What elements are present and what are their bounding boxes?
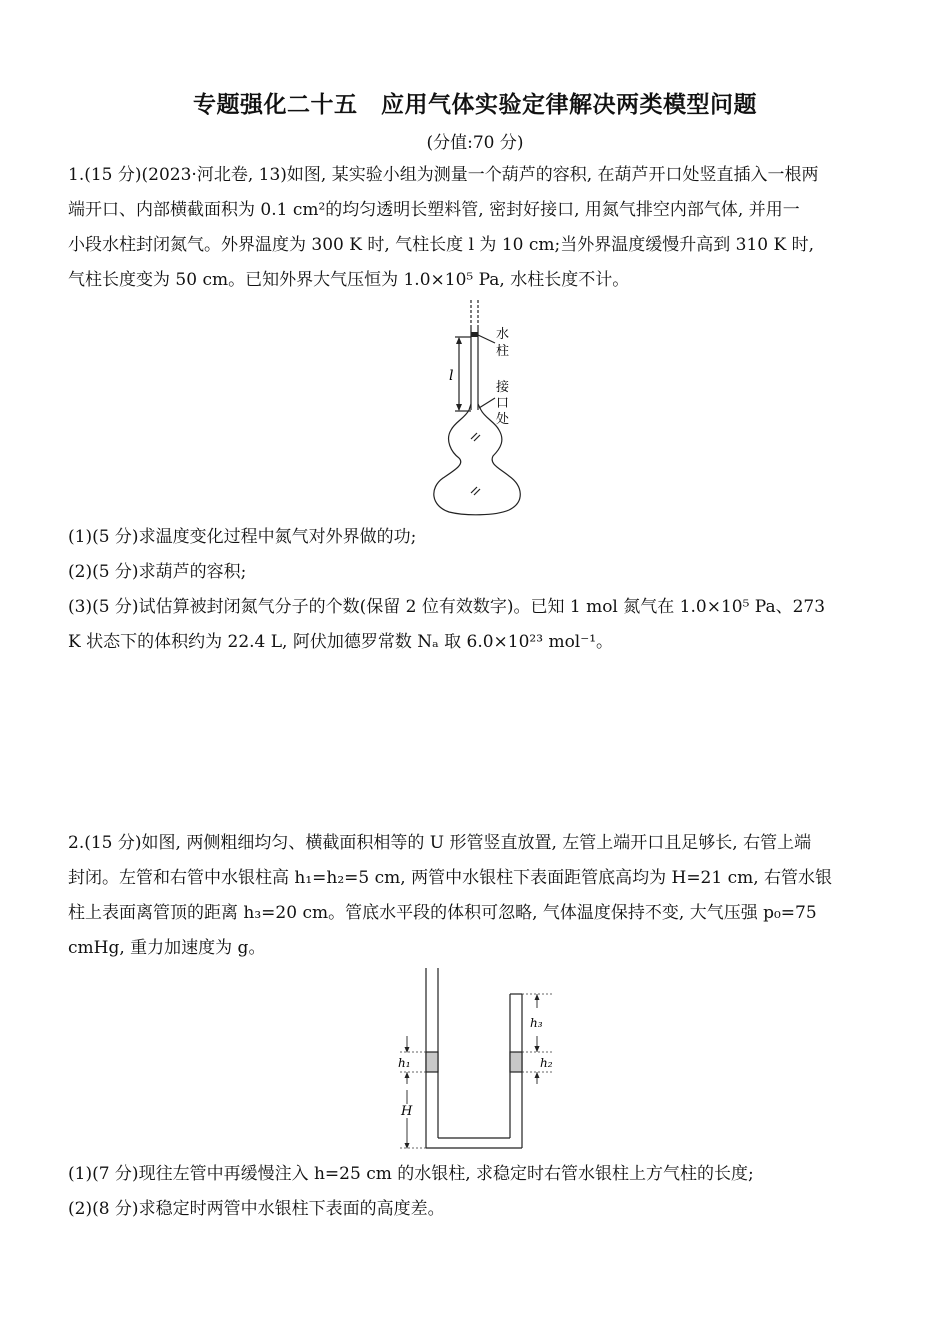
question-2-subquestions (68, 1157, 883, 1227)
q2-line-4: cmHg, 重力加速度为 g。 (68, 938, 266, 958)
question-1-stem (68, 158, 883, 298)
q1-line-2: 端开口、内部横截面积为 0.1 cm²的均匀透明长塑料管, 密封好接口, 用氮气排空内部气体, 并用一 (68, 200, 800, 220)
q1-line-1: 1.(15 分)(2023·河北卷, 13)如图, 某实验小组为测量一个葫芦的容积, 在葫芦开口处竖直插入一根两 (68, 165, 819, 185)
q1-sub-1: (1)(5 分)求温度变化过程中氮气对外界做的功; (68, 527, 417, 547)
q1-sub-4: K 状态下的体积约为 22.4 L, 阿伏加德罗常数 Nₐ 取 6.0×10²³ mol⁻¹。 (68, 632, 614, 652)
label-h1: h₁ (398, 1056, 411, 1070)
u-tube-figure (392, 966, 562, 1152)
label-water-1: 水 (496, 327, 510, 342)
question-1-subquestions (68, 520, 883, 660)
label-l: l (449, 368, 454, 384)
score-note: (分值:70 分) (426, 133, 524, 153)
q2-line-2: 封闭。左管和右管中水银柱高 h₁=h₂=5 cm, 两管中水银柱下表面距管底高均为 H=21 cm, 右管水银 (68, 868, 833, 888)
label-joint-1: 接 (496, 380, 510, 395)
label-h3: h₃ (530, 1016, 543, 1030)
q1-line-4: 气柱长度变为 50 cm。已知外界大气压恒为 1.0×10⁵ Pa, 水柱长度不计。 (68, 270, 630, 290)
q2-line-3: 柱上表面离管顶的距离 h₃=20 cm。管底水平段的体积可忽略, 气体温度保持不变, 大气压强 p₀=75 (68, 903, 817, 923)
gourd-figure (425, 298, 535, 516)
label-water-2: 柱 (496, 344, 510, 359)
q1-sub-2: (2)(5 分)求葫芦的容积; (68, 562, 247, 582)
label-joint-3: 处 (496, 412, 510, 427)
label-joint-2: 口 (496, 396, 510, 411)
q2-line-1: 2.(15 分)如图, 两侧粗细均匀、横截面积相等的 U 形管竖直放置, 左管上端开口且足够长, 右管上端 (68, 833, 812, 853)
page-title: 专题强化二十五 应用气体实验定律解决两类模型问题 (193, 92, 757, 118)
q1-sub-3: (3)(5 分)试估算被封闭氮气分子的个数(保留 2 位有效数字)。已知 1 mol 氮气在 1.0×10⁵ Pa、273 (68, 597, 826, 617)
q2-sub-2: (2)(8 分)求稳定时两管中水银柱下表面的高度差。 (68, 1199, 445, 1219)
label-h2: h₂ (540, 1056, 553, 1070)
q2-sub-1: (1)(7 分)现往左管中再缓慢注入 h=25 cm 的水银柱, 求稳定时右管水银柱上方气柱的长度; (68, 1164, 754, 1184)
question-2-stem (68, 826, 883, 966)
label-H: H (401, 1104, 413, 1119)
q1-line-3: 小段水柱封闭氮气。外界温度为 300 K 时, 气柱长度 l 为 10 cm;当外界温度缓慢升高到 310 K 时, (68, 235, 814, 255)
